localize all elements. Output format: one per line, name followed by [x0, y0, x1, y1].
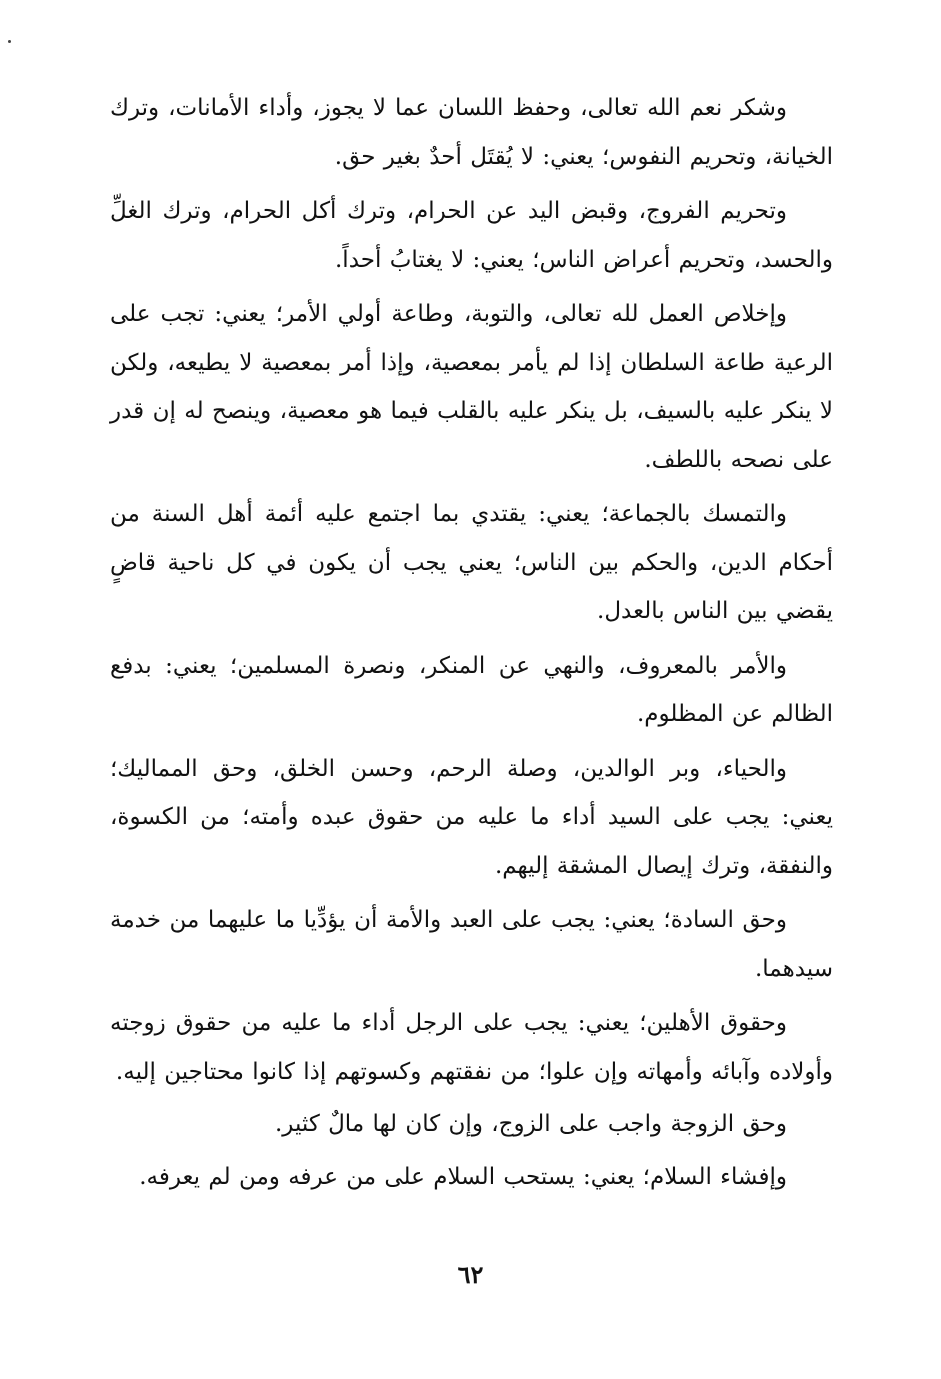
- paragraph-5: والأمر بالمعروف، والنهي عن المنكر، ونصرة المسلمين؛ يعني: بدفع الظالم عن المظلوم.: [110, 652, 833, 727]
- paragraph-3: وإخلاص العمل لله تعالى، والتوبة، وطاعة أولي الأمر؛ يعني: تجب على الرعية طاعة السلطان إذا لم يأمر بمعصية، وإذا أمر بمعصية لا يطيعه، ولكن لا ينكر عليه بالسيف، بل ينكر عليه بالقلب فيما هو معصية، وينصح له إن قدر على نصحه باللطف.: [110, 301, 833, 473]
- paragraph-2: وتحريم الفروج، وقبض اليد عن الحرام، وترك أكل الحرام، وترك الغلِّ والحسد، وتحريم أعراض الناس؛ يعني: لا يغتابُ أحداً.: [110, 198, 833, 273]
- page-number: ٦٢: [457, 1260, 484, 1289]
- text-block: [110, 84, 833, 1201]
- scan-speck: [8, 40, 11, 43]
- paragraph-7: وحق السادة؛ يعني: يجب على العبد والأمة أن يؤدِّيا ما عليهما من خدمة سيدهما.: [110, 907, 833, 982]
- paragraph-9: وحق الزوجة واجب على الزوج، وإن كان لها مالٌ كثير.: [274, 1111, 787, 1137]
- page-body: [110, 84, 833, 1299]
- paragraph-10: وإفشاء السلام؛ يعني: يستحب السلام على من عرفه ومن لم يعرفه.: [139, 1163, 787, 1190]
- paragraph-6: والحياء، وبر الوالدين، وصلة الرحم، وحسن الخلق، وحق المماليك؛ يعني: يجب على السيد أداء ما عليه من حقوق عبده وأمته؛ من الكسوة، والنفقة، وترك إيصال المشقة إليهم.: [110, 755, 833, 879]
- paragraph-4: والتمسك بالجماعة؛ يعني: يقتدي بما اجتمع عليه أئمة أهل السنة من أحكام الدين، والحكم بين الناس؛ يعني يجب أن يكون في كل ناحية قاضٍ يقضي بين الناس بالعدل.: [110, 501, 833, 624]
- paragraph-1: وشكر نعم الله تعالى، وحفظ اللسان عما لا يجوز، وأداء الأمانات، وترك الخيانة، وتحريم النفوس؛ يعني: لا يُقتَل أحدٌ بغير حق.: [110, 95, 833, 170]
- paragraph-8: وحقوق الأهلين؛ يعني: يجب على الرجل أداء ما عليه من حقوق زوجته وأولاده وآبائه وأمهاته وإن علوا؛ من نفقتهم وكسوتهم إذا كانوا محتاجين إليه.: [110, 1010, 833, 1085]
